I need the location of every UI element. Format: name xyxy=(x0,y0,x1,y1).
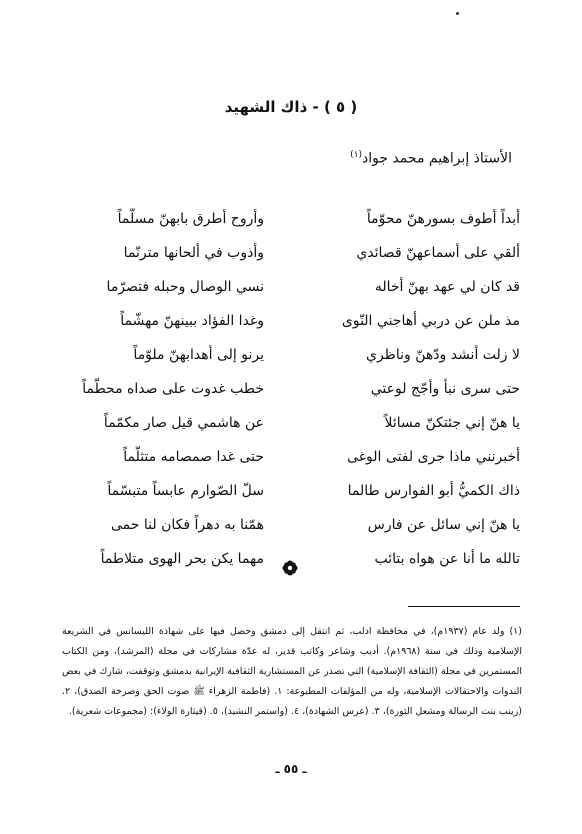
verse-hemistich: نسي الوصال وحبله فتصرّما xyxy=(106,279,264,295)
verse-hemistich: ألقي على أسماعهنّ قصائدي xyxy=(356,245,520,261)
verse-hemistich: يا هنّ إني سائل عن فارس xyxy=(367,517,520,533)
verse-hemistich: يرنو إلى أهدابهنّ ملوّماً xyxy=(133,347,264,363)
footnote-reference: (١) xyxy=(350,150,362,160)
verse-hemistich: أخبرنني ماذا جرى لفتى الوغى xyxy=(347,449,520,465)
verse-hemistich: لا زلت أنشد ودّهنّ وناظري xyxy=(366,347,520,363)
verse-hemistich: مهما يكن بحر الهوى متلاطماً xyxy=(100,551,264,567)
verse-hemistich: أبداً أطوف بسورهنّ محوّماً xyxy=(366,211,520,227)
verse-hemistich: تالله ما أنا عن هواه بتائب xyxy=(374,551,520,567)
verse-hemistich: وغدا الفؤاد ببينهنّ مهشّماً xyxy=(120,313,264,329)
footnote-text: (١) ولد عام (١٩٣٧م)، في محافظة ادلب، ثم انتقل إلى دمشق وحصل فيها على شهادة الليسانس في الشريعة الإسلامية وذلك في سنة (١٩٦٨م). أديب وشاعر وكاتب قدير، له عدّة مشاركات في مجلة (المرشد)، ومن الكتاب المستمرين في مجلة (الثقافة الإسلامية) التي تصدر عن المستشارية الثقافية الإيرانية بدمشق وتوقفت، شارك في بعض الندوات والاحتفالات الإسلامية، وله من المؤلفات المطبوعة: ١. (فاطمة الزهراء ﷺ صوت الحق وصرخة الصدق)، ٢. (زينب بنت الرسالة ومشعل الثورة)، ٣. (عرس الشهادة)، ٤. (واستمر النشيد)، ٥. (قيثارة الولاء): (مجموعات شعرية). xyxy=(62,626,523,717)
verse-hemistich: وأروح أطرق بابهنّ مسلّماً xyxy=(117,211,264,227)
verse-hemistich: ذاك الكميُّ أبو الفوارس طالما xyxy=(347,483,520,499)
flower-ornament-icon xyxy=(282,560,298,576)
verse-hemistich: حتى سرى نبأ وأجّج لوعتي xyxy=(370,381,520,397)
author-name: الأستاذ إبراهيم محمد جواد xyxy=(362,150,512,167)
verse-hemistich: وأذوب في ألحانها مترنّما xyxy=(123,245,264,261)
verse-hemistich: سلّ الصّوارم عابساً متبسّماً xyxy=(107,483,264,499)
verse-hemistich: قد كان لي عهد بهنّ أخاله xyxy=(374,279,520,295)
verse-hemistich: همّنا به دهراً فكان لنا حمى xyxy=(111,517,264,533)
page-number: ـ ٥٥ ـ xyxy=(275,762,307,776)
verse-hemistich: خطب غدوت على صداه محطّماً xyxy=(82,381,264,397)
scan-speck xyxy=(456,12,459,15)
verse-hemistich: مذ ملن عن دربي أهاجني النّوى xyxy=(341,313,520,329)
verse-hemistich: عن هاشمي قيل صار مكمّماً xyxy=(103,415,264,431)
verse-hemistich: يا هنّ إني جئتكنّ مسائلاً xyxy=(384,415,520,431)
verse-hemistich: حتى غدا صمصامه متثلّماً xyxy=(123,449,264,465)
poem-right-column xyxy=(300,202,520,576)
poem-title: ( ٥ ) - ذاك الشهيد xyxy=(224,98,358,116)
poem-left-column xyxy=(44,202,264,576)
author-line xyxy=(350,150,512,167)
footnote-divider xyxy=(408,606,520,607)
